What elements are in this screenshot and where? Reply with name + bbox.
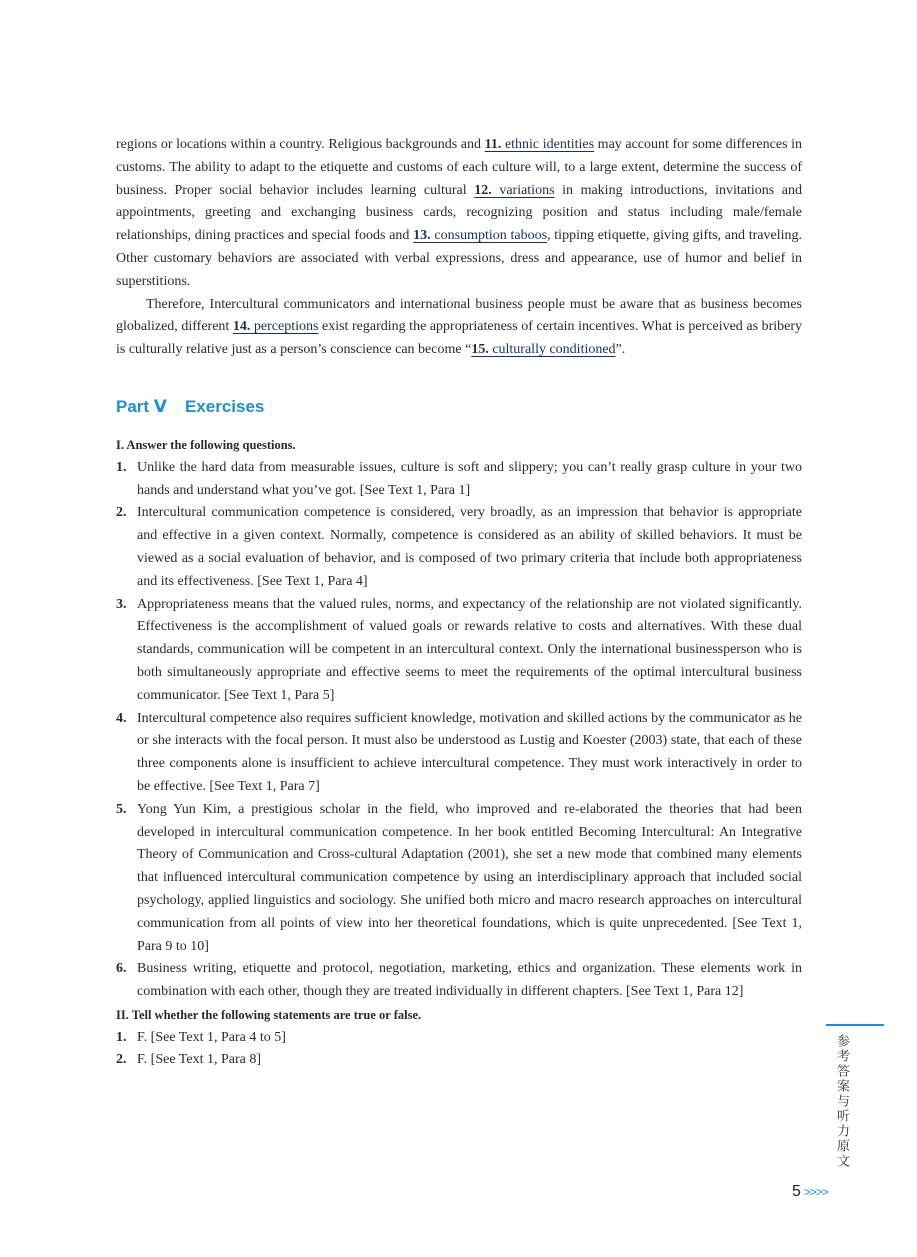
text-run: in making introductions, invitations and appointments, greeting and exchanging business cards, recognizing position and status including male/female relationships, dining practices and special foods and [116,182,802,244]
page-content [116,134,802,1072]
text-run: may account for some differences in customs. The ability to adapt to the etiquette and customs of each culture will, to a large extent, determine the success of business. Proper social behavior includes learning cultural [116,137,803,198]
item-text: Yong Yun Kim, a prestigious scholar in the field, who improved and re-elaborated the theories that had been developed in intercultural communication competence. In her book entitled Becoming Intercultural: An Integrative Theory of Communication and Cross-cultural Adaptation (2001), she set a new mode that combined many elements that influenced intercultural communication competence by using an interdisciplinary approach that included social psychology, applied linguistics and sociology. She unified both micro and macro research approaches on intercultural communication from all points of view into her theoretical foundations, which is quite unprecedented. [See Text 1, Para 9 to 10] [137,801,802,954]
sidebar-divider [826,1024,884,1026]
item-number: 3. [116,596,127,612]
item-text: Appropriateness means that the valued rules, norms, and expectancy of the relationship are not violated significantly. Effectiveness is the accomplishment of valued goals or rewards relative to costs and alternatives. With these dual standards, communication will be competent in an intercultural context. Only the international businessperson who is both simultaneously appropriate and effective seems to meet the requirements of the optimal intercultural business communicator. [See Text 1, Para 5] [137,596,802,703]
list-item [116,1027,802,1050]
list-item [116,958,802,1004]
item-number: 6. [116,961,127,977]
text-run: , tipping etiquette, giving gifts, and traveling. Other customary behaviors are associated with verbal expressions, dress and appearance, use of humor and belief in superstitions. [116,228,803,289]
list-item [116,502,802,593]
part-heading [116,396,802,418]
blank-answer-14: 14. perceptions [232,319,319,335]
true-false-list [116,1027,802,1073]
text-run: regions or locations within a country. Religious backgrounds and [116,137,485,152]
item-text: Intercultural competence also requires sufficient knowledge, motivation and skilled actions by the communicator as he or she interacts with the focal person. It must also be understood as Lustig and Koester (2003) state, that each of these three components alone is insufficient to achieve intercultural competence. They must work interactively in order to be effective. [See Text 1, Para 7] [137,710,802,794]
list-item [116,594,802,708]
text-run: exist regarding the appropriateness of certain incentives. What is perceived as bribery is culturally relative just as a person’s conscience can become “ [116,319,802,358]
list-item [116,457,802,503]
blank-answer-15: 15. culturally conditioned [471,342,616,358]
item-number: 1. [116,1029,127,1045]
answer-list [116,457,802,1004]
text-run: Therefore, Intercultural communicators and international business people must be aware that as business becomes globalized, different [116,296,802,335]
page-number [792,1183,828,1201]
list-item [116,1049,802,1072]
item-number: 1. [116,459,127,475]
paragraph-business [116,294,802,362]
section-title-true-false: II. Tell whether the following statements are true or false. [116,1007,422,1022]
item-number: 4. [116,710,127,726]
list-item [116,799,802,959]
section-title-questions: I. Answer the following questions. [116,437,296,452]
item-number: 2. [116,505,127,521]
item-text: F. [See Text 1, Para 4 to 5] [137,1029,286,1045]
part-title: Exercises [184,396,265,416]
sidebar-label: 参考答案与听力原文 [834,1034,849,1169]
page-number-value: 5 [792,1183,801,1200]
item-number: 2. [116,1052,127,1068]
blank-answer-11: 11. ethnic identities [484,137,595,152]
blank-answer-12: 12. variations [474,182,555,198]
list-item [116,708,802,799]
item-text: F. [See Text 1, Para 8] [137,1052,262,1068]
item-text: Intercultural communication competence is considered, very broadly, as an impression that behavior is appropriate and effective in a given context. Normally, competence is considered as an ability of skilled behaviors. It must be viewed as a social evaluation of behavior, and is composed of two primary criteria that include both appropriateness and its effectiveness. [See Text 1, Para 4] [137,505,802,589]
blank-answer-13: 13. consumption taboos [413,228,548,244]
item-number: 5. [116,801,127,817]
item-text: Business writing, etiquette and protocol, negotiation, marketing, ethics and organization. These elements work in combination with each other, though they are treated individually in different chapters. [See Text 1, Para 12] [137,961,802,1000]
item-text: Unlike the hard data from measurable issues, culture is soft and slippery; you can’t really grasp culture in your two hands and understand what you’ve got. [See Text 1, Para 1] [137,459,802,498]
page-arrows-icon: >>>> [803,1185,828,1199]
paragraph-customs [116,134,802,294]
part-label: Part Ⅴ [116,396,167,416]
text-run: ”. [615,342,626,358]
